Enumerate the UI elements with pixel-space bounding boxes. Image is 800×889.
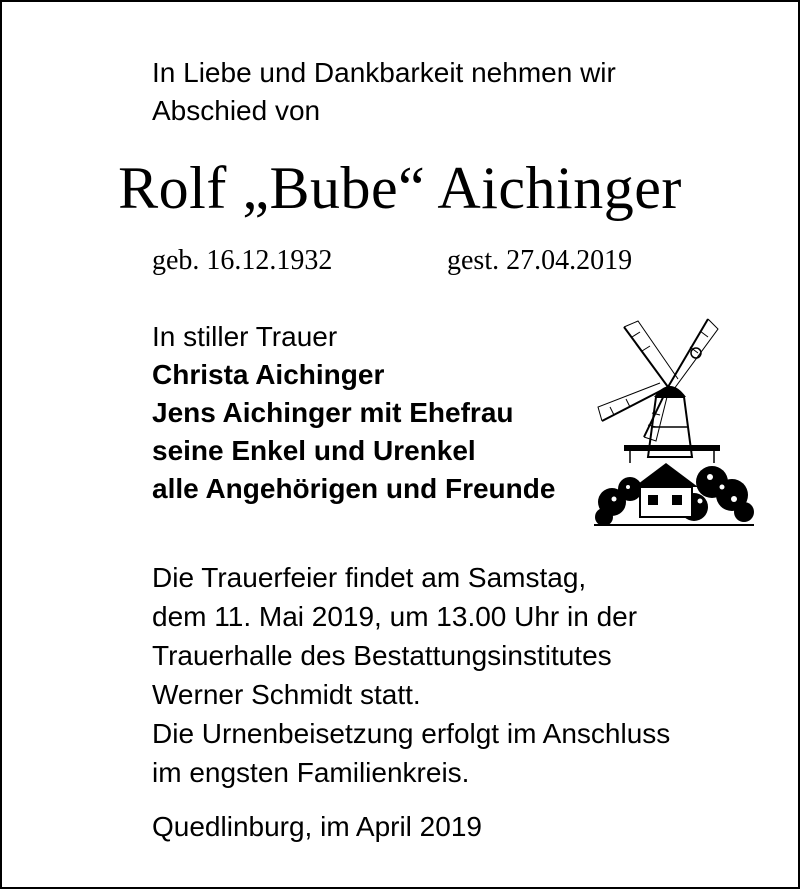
funeral-line: Die Urnenbeisetzung erfolgt im Anschluss (152, 718, 671, 749)
mourners-heading: In stiller Trauer (152, 321, 338, 352)
funeral-line: im engsten Familienkreis. (152, 757, 470, 788)
mourner-name: seine Enkel und Urenkel (152, 435, 476, 466)
place-and-date: Quedlinburg, im April 2019 (152, 811, 482, 842)
mourner-name: Jens Aichinger mit Ehefrau (152, 397, 514, 428)
intro-line-1: In Liebe und Dankbarkeit nehmen wir (152, 57, 616, 88)
intro-text (152, 54, 616, 130)
mourner-name: alle Angehörigen und Freunde (152, 473, 556, 504)
funeral-line: Werner Schmidt statt. (152, 679, 421, 710)
mourners-block (152, 318, 555, 508)
intro-line-2: Abschied von (152, 95, 321, 126)
windmill-icon (594, 317, 754, 527)
funeral-line: Trauerhalle des Bestattungsinstitutes (152, 640, 612, 671)
mourner-name: Christa Aichinger (152, 359, 385, 390)
death-date: gest. 27.04.2019 (447, 245, 633, 276)
funeral-line: dem 11. Mai 2019, um 13.00 Uhr in der (152, 601, 638, 632)
funeral-details (152, 558, 670, 792)
life-dates (152, 244, 633, 278)
funeral-line: Die Trauerfeier findet am Samstag, (152, 562, 587, 593)
birth-date: geb. 16.12.1932 (152, 245, 333, 276)
deceased-name: Rolf „Bube“ Aichinger (118, 155, 682, 221)
